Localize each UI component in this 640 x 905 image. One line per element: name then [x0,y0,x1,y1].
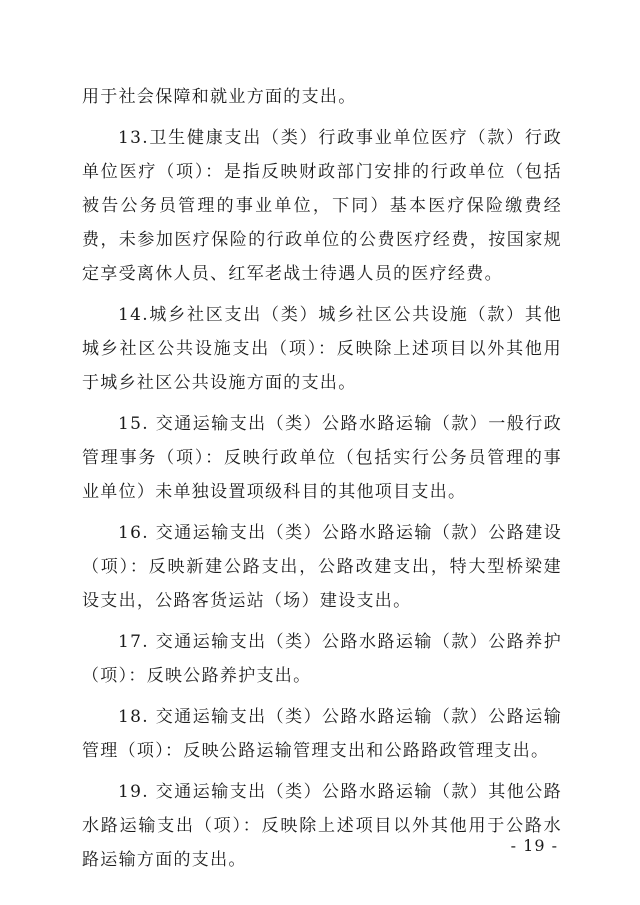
paragraph-item-13: 13.卫生健康支出（类）行政事业单位医疗（款）行政单位医疗（项）：是指反映财政部门安排的行政单位（包括被告公务员管理的事业单位，下同）基本医疗保险缴费经费，未参加医疗保险的行政单位的公费医疗经费，按国家规定享受离休人员、红军老战士待遇人员的医疗经费。 [82,128,562,284]
document-body [82,80,562,884]
paragraph-item-16: 16. 交通运输支出（类）公路水路运输（款）公路建设（项）：反映新建公路支出，公路改建支出，特大型桥梁建设支出，公路客货运站（场）建设支出。 [82,523,562,611]
paragraph-item-19: 19. 交通运输支出（类）公路水路运输（款）其他公路水路运输支出（项）：反映除上述项目以外其他用于公路水路运输方面的支出。 [82,782,562,870]
paragraph-item-15: 15. 交通运输支出（类）公路水路运输（款）一般行政管理事务（项）：反映行政单位（包括实行公务员管理的事业单位）未单独设置项级科目的其他项目支出。 [82,414,562,502]
paragraph-item-18: 18. 交通运输支出（类）公路水路运输（款）公路运输管理（项）：反映公路运输管理支出和公路路政管理支出。 [82,707,562,761]
page-number: - 19 - [510,836,558,855]
paragraph-item-14: 14.城乡社区支出（类）城乡社区公共设施（款）其他城乡社区公共设施支出（项）：反映除上述项目以外其他用于城乡社区公共设施方面的支出。 [82,305,562,393]
paragraph-continuation: 用于社会保障和就业方面的支出。 [82,87,357,107]
paragraph-item-17: 17. 交通运输支出（类）公路水路运输（款）公路养护（项）：反映公路养护支出。 [82,632,562,686]
